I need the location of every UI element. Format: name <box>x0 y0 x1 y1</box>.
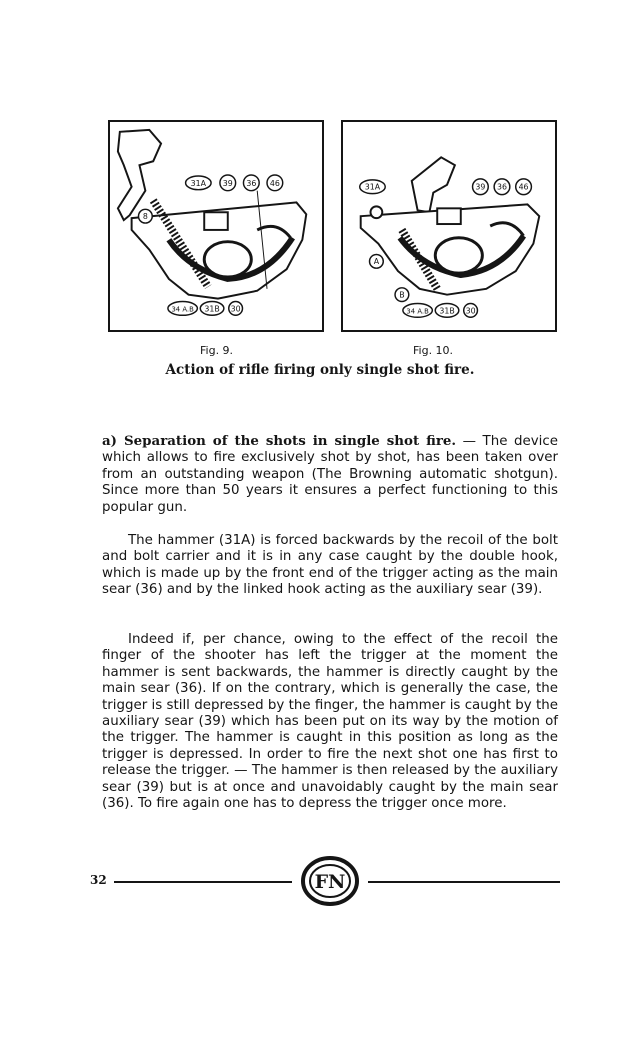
paragraph-single-shot <box>102 433 558 516</box>
paragraph-hammer: The hammer (31A) is forced backwards by the recoil of the bolt and bolt carrier and it is in any case caught by the double hook, which is made up by the front end of the trigger acting as the main sear (36) and by the linked hook acting as the auxiliary sear (39). <box>102 533 558 598</box>
footer-rule-right <box>368 881 560 883</box>
fig10-label-36: 36 <box>496 182 507 192</box>
fig10-label-b: B <box>399 290 405 300</box>
figure-10-drawing <box>343 122 555 330</box>
fig9-label-36: 36 <box>246 178 257 188</box>
page-number: 32 <box>90 873 107 887</box>
figure-9-drawing <box>110 122 322 330</box>
fig10-label-31b: 31B <box>439 306 455 316</box>
footer-rule-left <box>114 881 292 883</box>
paragraph-body: — The device which allows to fire exclusively shot by shot, has been taken over from an outstanding weapon (The Browning automatic shotgun). Since more than 50 years it ensures a perfect functioning to this popular gun. <box>102 434 558 515</box>
fig10-label-46: 46 <box>518 182 529 192</box>
fig9-label-39: 39 <box>222 178 233 188</box>
fig10-label-30: 30 <box>465 306 476 316</box>
fn-logo <box>300 855 360 907</box>
fn-logo-text: FN <box>314 871 346 893</box>
fig9-label-34ab: 34 A.B <box>171 305 194 314</box>
figure-9 <box>108 120 324 332</box>
fig9-label-30: 30 <box>230 304 241 314</box>
paragraph-lead: a) Separation of the shots in single shot fire. <box>102 433 457 449</box>
fig10-label-a: A <box>373 257 380 267</box>
fig10-label-39: 39 <box>475 182 486 192</box>
figure-9-caption: Fig. 9. <box>200 344 234 357</box>
fig9-label-46: 46 <box>269 178 280 188</box>
fig9-label-8: 8 <box>142 212 148 222</box>
figure-10 <box>341 120 557 332</box>
figure-10-caption: Fig. 10. <box>413 344 454 357</box>
figures-title: Action of rifle firing only single shot fire. <box>165 362 475 378</box>
fig10-label-34ab: 34 A.B <box>406 307 429 316</box>
page-footer <box>90 855 560 905</box>
fig9-label-31a: 31A <box>190 178 207 188</box>
paragraph-recoil: Indeed if, per chance, owing to the effect of the recoil the finger of the shooter has left the trigger at the moment the hammer is sent backwards, the hammer is directly caught by the main sear (36). If on the contrary, which is generally the case, the trigger is still depressed by the finger, the hammer is caught by the auxiliary sear (39) which has been put on its way by the motion of the trigger. The hammer is caught in this position as long as the trigger is depressed. In order to fire the next shot one has first to release the trigger. — The hammer is then released by the auxiliary sear (39) but is at once and unavoidably caught by the main sear (36). To fire again one has to depress the trigger once more. <box>102 632 558 812</box>
fig10-label-31a: 31A <box>364 182 381 192</box>
fig9-label-31b: 31B <box>204 304 220 314</box>
